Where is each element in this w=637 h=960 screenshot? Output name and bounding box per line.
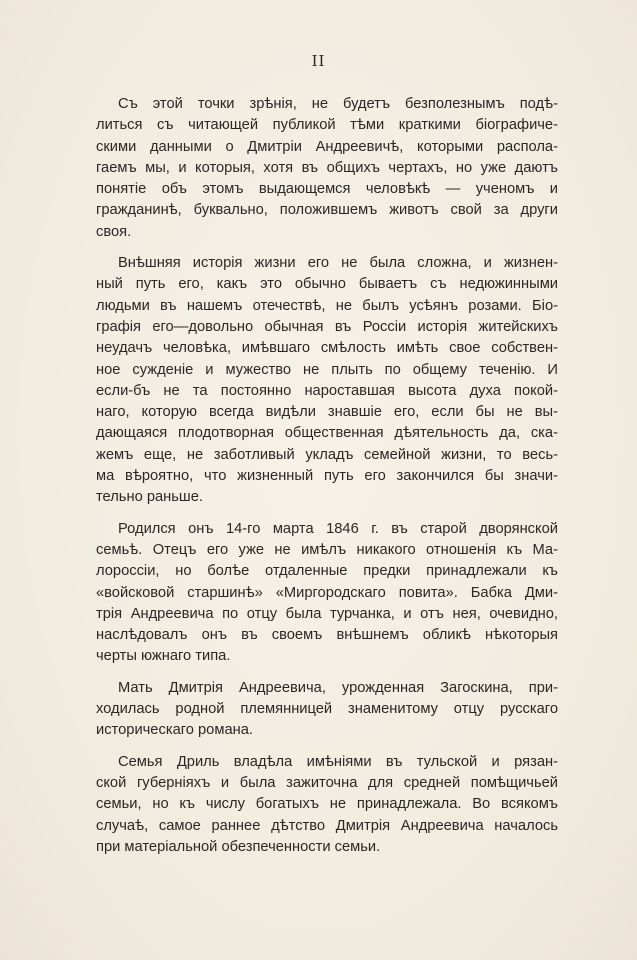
- paragraph-5: [96, 752, 558, 858]
- paragraph-1: [96, 94, 558, 243]
- text-line: Родился онъ 14-го марта 1846 г. въ старой дворянской: [118, 520, 558, 537]
- text-line: скими данными о Дмитріи Андреевичѣ, которыми распола-: [96, 138, 558, 155]
- text-line: историческаго романа.: [96, 722, 253, 739]
- text-line: дающаяся плодотворная общественная дѣятельность да, ска-: [96, 425, 558, 442]
- paragraph-2: [96, 253, 558, 509]
- text-line: трія Андреевича по отцу была турчанка, и отъ нея, очевидно,: [96, 605, 558, 622]
- text-line: своя.: [96, 223, 132, 240]
- text-line: ный путь его, какъ это обычно бываетъ съ недюжинными: [96, 276, 558, 293]
- text-line: ской губерніяхъ и была зажиточна для средней помѣщичьей: [96, 774, 558, 791]
- text-line: наго, которую всегда видѣли знавшіе его, если бы не вы-: [96, 404, 558, 421]
- paragraph-3: [96, 519, 558, 668]
- text-line: ходилась родной племянницей знаменитому отцу русскаго: [96, 701, 558, 718]
- text-line: случаѣ, самое раннее дѣтство Дмитрія Андреевича началось: [96, 817, 558, 834]
- paragraph-4: [96, 678, 558, 742]
- text-line: понятіе объ этомъ выдающемся человѣкѣ — ученомъ и: [96, 181, 558, 198]
- text-line: лороссіи, но болѣе отдаленные предки принадлежали къ: [96, 563, 558, 580]
- text-line: литься съ читающей публикой тѣми краткими біографиче-: [96, 117, 558, 134]
- text-line: семьѣ. Отецъ его уже не имѣлъ никакого отношенія къ Ма-: [96, 541, 558, 558]
- text-line: неудачъ человѣка, имѣвшаго смѣлость имѣть свое собствен-: [96, 340, 558, 357]
- text-line: графія его—довольно обычная въ Россіи исторія житейскихъ: [96, 318, 558, 335]
- text-line: жемъ еще, не заботливый укладъ семейной жизни, то весь-: [96, 446, 558, 463]
- text-line: «войсковой старшинѣ» «Миргородскаго повита». Бабка Дми-: [96, 584, 558, 601]
- text-line: ма вѣроятно, что жизненный путь его закончился бы значи-: [96, 468, 558, 485]
- text-line: Внѣшняя исторія жизни его не была сложна, и жизнен-: [118, 255, 558, 272]
- text-line: ное сужденіе и мужество не плыть по общему теченію. И: [96, 361, 558, 378]
- text-line: гражданинѣ, буквально, положившемъ животъ свой за други: [96, 202, 558, 219]
- text-line: Мать Дмитрія Андреевича, урожденная Загоскина, при-: [118, 679, 558, 696]
- body-text: [96, 94, 558, 868]
- text-line: гаемъ мы, и которыя, хотя въ общихъ чертахъ, но уже даютъ: [96, 159, 558, 176]
- page-number: II: [311, 52, 326, 70]
- text-line: людьми въ нашемъ отечествѣ, не былъ усѣянъ розами. Біо-: [96, 297, 558, 314]
- text-line: тельно раньше.: [96, 489, 203, 506]
- text-line: при матеріальной обезпеченности семьи.: [96, 838, 381, 855]
- text-line: наслѣдовалъ онъ въ своемъ внѣшнемъ обликѣ нѣкоторыя: [96, 627, 558, 644]
- text-line: Съ этой точки зрѣнія, не будетъ безполезнымъ подѣ-: [118, 96, 558, 112]
- text-line: Семья Дриль владѣла имѣніями въ тульской и рязан-: [118, 753, 558, 770]
- text-line: если-бъ не та постоянно нароставшая высота духа покой-: [96, 382, 558, 399]
- text-line: семьи, но къ числу богатыхъ не принадлежала. Во всякомъ: [96, 796, 558, 813]
- text-line: черты южнаго типа.: [96, 648, 231, 665]
